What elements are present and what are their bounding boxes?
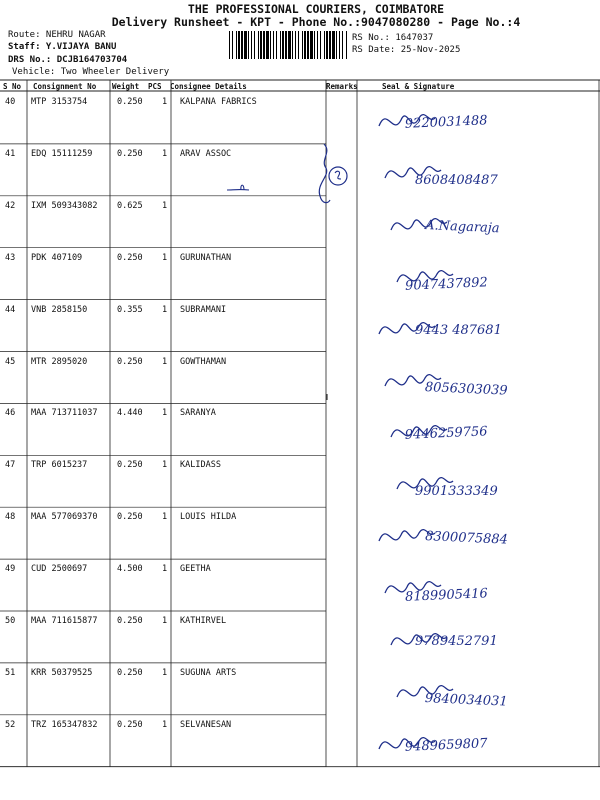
stray-dot-mark bbox=[322, 393, 332, 403]
cell-pcs: 1 bbox=[162, 148, 168, 159]
cell-pcs: 1 bbox=[162, 719, 168, 730]
col-header-pcs: PCS bbox=[148, 82, 162, 91]
cell-consignee: KATHIRVEL bbox=[180, 616, 227, 626]
cell-sno: 40 bbox=[5, 97, 16, 107]
signature-text: 9789452791 bbox=[415, 634, 498, 649]
col-header-seal-signature: Seal & Signature bbox=[382, 82, 455, 91]
cell-weight: 0.250 bbox=[117, 252, 143, 263]
rs-date: RS Date: 25-Nov-2025 bbox=[352, 45, 461, 55]
cell-consignment-no: EDQ 15111259 bbox=[31, 148, 93, 159]
signature-text: 8189905416 bbox=[404, 586, 489, 605]
signature-text: 9489659807 bbox=[404, 736, 488, 755]
cell-weight: 4.440 bbox=[117, 408, 143, 419]
signature-text: A.Nagaraja bbox=[424, 217, 500, 237]
cell-consignment-no: KRR 50379525 bbox=[31, 667, 93, 678]
signature-text: 9446259756 bbox=[404, 424, 488, 444]
drs-number: DRS No.: DCJB164703704 bbox=[8, 55, 128, 65]
cell-weight: 0.250 bbox=[117, 148, 143, 159]
handwritten-signature bbox=[327, 148, 600, 200]
handwritten-signature bbox=[327, 200, 600, 252]
cell-consignee: GOWTHAMAN bbox=[180, 356, 227, 367]
cell-weight: 0.250 bbox=[117, 616, 143, 626]
handwritten-signature bbox=[327, 511, 600, 563]
company-title: THE PROFESSIONAL COURIERS, COIMBATORE bbox=[187, 2, 445, 16]
cell-sno: 46 bbox=[5, 408, 16, 419]
cell-sno: 51 bbox=[5, 667, 16, 678]
handwritten-signature bbox=[327, 252, 600, 304]
signature-text: 9220031488 bbox=[404, 113, 488, 132]
cell-consignment-no: MTP 3153754 bbox=[31, 97, 88, 107]
col-header-consignee: Consignee Details bbox=[170, 82, 247, 91]
cell-weight: 0.355 bbox=[117, 304, 143, 315]
col-header-remarks: Remarks bbox=[326, 82, 358, 91]
signature-text: 8300075884 bbox=[424, 529, 509, 548]
cell-consignee: LOUIS HILDA bbox=[180, 512, 237, 523]
staff-label: Staff: Y.VIJAYA BANU bbox=[8, 42, 117, 52]
remark-signature-mark bbox=[310, 142, 352, 210]
handwritten-signature bbox=[327, 356, 600, 408]
cell-sno: 52 bbox=[5, 719, 16, 730]
cell-pcs: 1 bbox=[162, 408, 168, 419]
cell-consignment-no: MTR 2895020 bbox=[31, 356, 88, 367]
signature-text: 9047437892 bbox=[404, 274, 489, 294]
cell-weight: 0.250 bbox=[117, 460, 143, 471]
cell-weight: 0.250 bbox=[117, 512, 143, 523]
col-header-consignment: Consignment No bbox=[33, 82, 97, 91]
cell-sno: 47 bbox=[5, 460, 16, 471]
signature-text: 8056303039 bbox=[424, 379, 508, 399]
signature-text: 8608408487 bbox=[415, 172, 498, 188]
cell-consignment-no: VNB 2858150 bbox=[31, 304, 88, 315]
cell-consignment-no: PDK 407109 bbox=[31, 252, 83, 263]
col-header-sno: S No bbox=[3, 82, 22, 91]
signature-text: 9901333349 bbox=[415, 484, 498, 500]
handwritten-signature bbox=[327, 615, 600, 667]
cell-pcs: 1 bbox=[162, 667, 168, 678]
cell-consignment-no: CUD 2500697 bbox=[31, 564, 88, 575]
cell-weight: 0.625 bbox=[117, 200, 143, 211]
cell-pcs: 1 bbox=[162, 97, 168, 107]
cell-weight: 0.250 bbox=[117, 356, 143, 367]
col-header-weight: Weight bbox=[112, 82, 140, 91]
remark-scribble-mark bbox=[225, 178, 255, 196]
cell-sno: 44 bbox=[5, 304, 16, 315]
route-label: Route: NEHRU NAGAR bbox=[8, 30, 106, 40]
cell-pcs: 1 bbox=[162, 564, 168, 575]
cell-sno: 48 bbox=[5, 512, 16, 523]
handwritten-signature bbox=[327, 459, 600, 511]
cell-sno: 49 bbox=[5, 564, 16, 575]
cell-sno: 50 bbox=[5, 616, 16, 626]
handwritten-signature bbox=[327, 719, 600, 771]
cell-pcs: 1 bbox=[162, 304, 168, 315]
cell-pcs: 1 bbox=[162, 200, 168, 211]
handwritten-signature bbox=[327, 667, 600, 719]
handwritten-signature bbox=[327, 563, 600, 615]
cell-pcs: 1 bbox=[162, 460, 168, 471]
cell-pcs: 1 bbox=[162, 512, 168, 523]
cell-consignment-no: IXM 509343082 bbox=[31, 200, 98, 211]
cell-weight: 4.500 bbox=[117, 564, 143, 575]
cell-consignee: GEETHA bbox=[180, 564, 211, 575]
cell-sno: 41 bbox=[5, 148, 16, 159]
cell-consignee: KALPANA FABRICS bbox=[180, 97, 257, 107]
rs-number: RS No.: 1647037 bbox=[352, 33, 434, 43]
cell-consignment-no: MAA 711615877 bbox=[31, 616, 98, 626]
cell-consignment-no: MAA 577069370 bbox=[31, 512, 98, 523]
cell-sno: 42 bbox=[5, 200, 16, 211]
cell-consignee: SUBRAMANI bbox=[180, 304, 227, 315]
cell-pcs: 1 bbox=[162, 252, 168, 263]
cell-sno: 45 bbox=[5, 356, 16, 367]
cell-weight: 0.250 bbox=[117, 719, 143, 730]
cell-weight: 0.250 bbox=[117, 97, 143, 107]
cell-consignee: SARANYA bbox=[180, 408, 216, 419]
runsheet-title: Delivery Runsheet - KPT - Phone No.:9047080280 - Page No.:4 bbox=[111, 15, 521, 29]
handwritten-signature bbox=[327, 407, 600, 459]
cell-consignee: SELVANESAN bbox=[180, 719, 232, 730]
cell-consignment-no: TRZ 165347832 bbox=[31, 719, 98, 730]
cell-weight: 0.250 bbox=[117, 667, 143, 678]
cell-pcs: 1 bbox=[162, 356, 168, 367]
cell-pcs: 1 bbox=[162, 616, 168, 626]
cell-consignee: ARAV ASSOC bbox=[180, 148, 232, 159]
cell-consignee: KALIDASS bbox=[180, 460, 221, 471]
cell-consignment-no: TRP 6015237 bbox=[31, 460, 88, 471]
cell-sno: 43 bbox=[5, 252, 16, 263]
signature-text: 9840034031 bbox=[424, 690, 508, 710]
handwritten-signature bbox=[327, 304, 600, 356]
signature-text: 9443 487681 bbox=[415, 322, 502, 338]
cell-consignee: SUGUNA ARTS bbox=[180, 667, 237, 678]
cell-consignee: GURUNATHAN bbox=[180, 252, 232, 263]
handwritten-signature bbox=[327, 96, 600, 148]
cell-consignment-no: MAA 713711037 bbox=[31, 408, 98, 419]
vehicle-label: Vehicle: Two Wheeler Delivery bbox=[12, 67, 170, 77]
